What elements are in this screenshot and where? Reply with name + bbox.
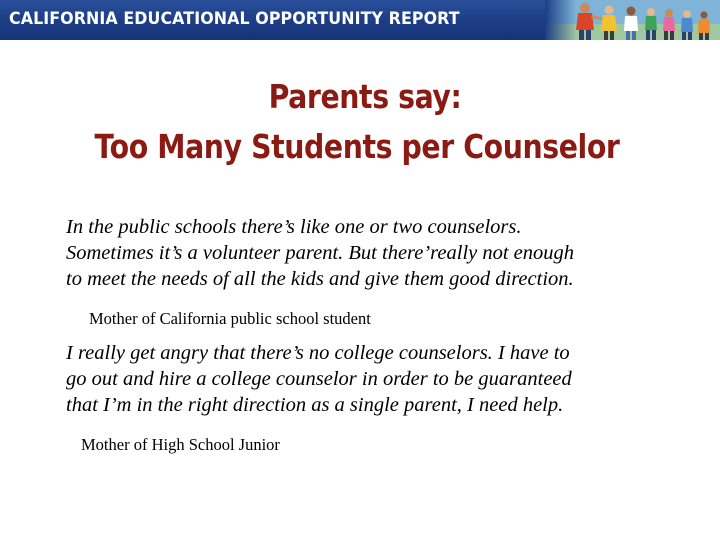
slide-title-line-1: Parents say: — [268, 77, 462, 116]
slide-title-line-2: Too Many Students per Counselor — [94, 127, 620, 166]
quote-2-line-2: go out and hire a college counselor in order to be guaranteed — [66, 368, 572, 390]
quote-1-attribution: Mother of California public school student — [89, 309, 371, 328]
quote-1-line-2: Sometimes it’s a volunteer parent. But there’really not enough — [66, 242, 575, 264]
photo-of-students-icon — [545, 0, 720, 40]
quote-1-line-3: to meet the needs of all the kids and give them good direction. — [66, 268, 574, 290]
quote-2-attribution: Mother of High School Junior — [81, 435, 280, 454]
quote-1-line-1: In the public schools there’s like one or two counselors. — [66, 216, 522, 238]
quote-2 — [66, 340, 686, 418]
quote-1 — [66, 214, 686, 292]
header-banner — [0, 0, 720, 40]
quote-2-line-1: I really get angry that there’s no college counselors. I have to — [66, 342, 570, 364]
quote-2-line-3: that I’m in the right direction as a single parent, I need help. — [66, 394, 564, 416]
report-title: CALIFORNIA EDUCATIONAL OPPORTUNITY REPORT — [9, 9, 460, 28]
